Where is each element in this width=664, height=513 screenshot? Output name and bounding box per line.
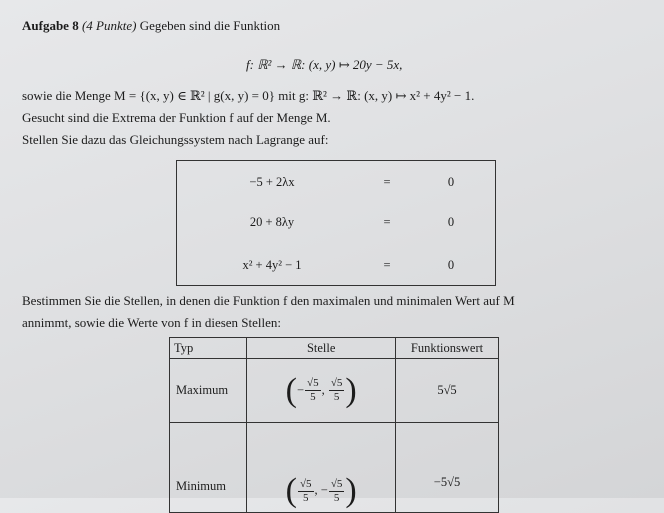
fraction-numerator: √5 [299,477,312,490]
equation-relation: = [383,215,391,229]
instruction-text: Stellen Sie dazu das Gleichungssystem nach Lagrange auf: [22,132,329,147]
lagrange-system-box [176,160,496,286]
fraction-denominator: 5 [303,491,309,504]
fraction-denominator: 5 [333,491,340,504]
equation-relation: = [383,258,391,272]
cell-funktionswert: 5√5 [396,359,499,423]
x-fraction [298,478,314,505]
sought-text: Gesucht sind die Extrema der Funktion f auf der Menge M. [22,110,331,125]
table-row [170,423,499,513]
equation-lhs: −5 + 2λx [249,175,295,189]
fraction-denominator: 5 [310,391,316,403]
cell-typ: Maximum [170,359,247,423]
question-line-2: annimmt, sowie die Werte von f in diesen Stellen: [22,315,282,330]
equation-lhs: 20 + 8λy [249,215,295,229]
function-definition: f: ℝ² → ℝ: (x, y) ↦ 20y − 5x, [246,57,403,72]
task-intro: Gegeben sind die Funktion [139,18,281,33]
table-row [170,359,499,423]
cell-funktionswert: −5√5 [396,423,499,513]
cell-stelle: ( $\frac{√5}{5}$ , − $\frac{√5}{5}$ ) [247,423,396,513]
question-line-1: Bestimmen Sie die Stellen, in denen die Funktion f den maximalen und minimalen Wert auf M [22,293,515,308]
y-sign: − [320,482,328,497]
cell-typ: Minimum [170,423,247,513]
equation-rhs: 0 [447,215,455,229]
fraction-numerator: √5 [307,377,319,389]
left-paren: ( [285,371,297,409]
header-stelle: Stelle [247,338,396,359]
set-definition: sowie die Menge M = {(x, y) ∈ ℝ² | g(x, y) = 0} mit g: ℝ² → ℝ: (x, y) ↦ x² + 4y² − 1. [22,88,475,103]
equation-rhs: 0 [447,258,455,272]
fraction-denominator: 5 [333,391,340,403]
x-sign: − [296,382,305,397]
fraction-numerator: √5 [330,477,343,490]
left-paren: ( [285,472,297,509]
cell-stelle: (− $\frac{√5}{5}$ , $\frac{√5}{5}$ ) [247,359,396,423]
y-fraction [329,478,345,505]
right-paren: ) [345,371,357,409]
fraction-numerator: √5 [330,377,343,389]
header-typ: Typ [170,338,247,359]
right-paren: ) [345,472,357,509]
task-header [22,18,280,34]
task-points: (4 Punkte) [81,18,137,33]
equation-lhs: x² + 4y² − 1 [242,258,302,272]
results-table [169,337,499,513]
equation-rhs: 0 [447,175,455,189]
task-label: Aufgabe 8 [22,18,79,33]
table-header-row [170,338,499,359]
y-fraction [329,377,345,404]
header-funktionswert: Funktionswert [396,338,499,359]
x-fraction [305,377,321,404]
equation-relation: = [383,175,391,189]
